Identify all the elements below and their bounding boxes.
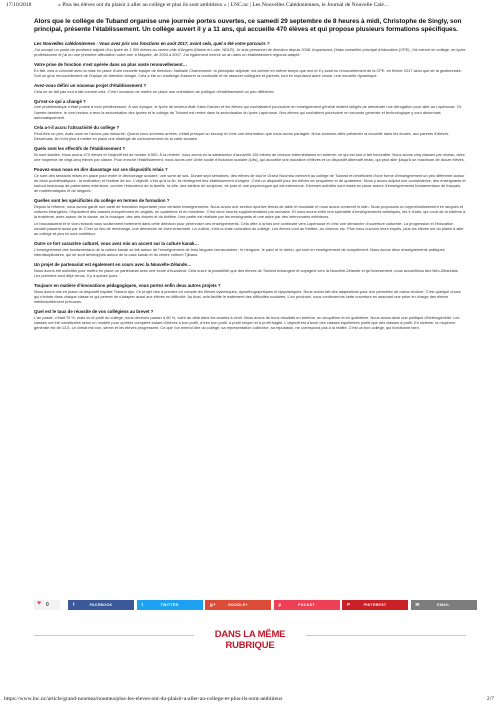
share-button-label: FACEBOOK <box>89 603 113 607</box>
share-google-button[interactable] <box>205 600 271 610</box>
google-icon: g+ <box>210 602 216 607</box>
interview-question: Pouvez-vous nous en dire davantage sur ces dispositifs relais ? <box>34 166 168 172</box>
divider <box>306 635 466 636</box>
related-section-heading <box>34 628 466 651</box>
answer-paragraph: L'enseignement des fondamentaux de la culture kanak se fait autour de l'enseignement de trois langues vernaculaires : le nengone, le paicî et le drehu, qui sont en enseignement de complément. Nous avons deux enseignements pratiques interdisciplinaires, qui se sont développés autour de la case kanak et du centre culturel Tjibaou. <box>34 247 445 258</box>
interview-answer <box>34 47 466 57</box>
related-section-title: DANS LA MÊME RUBRIQUE <box>214 629 286 651</box>
heart-icon: ♥ <box>37 600 42 607</box>
interview-question: Les Nouvelles calédoniennes : Vous avez pris vos fonctions en août 2017, avant cela, quel a été votre parcours ? <box>34 40 270 46</box>
answer-paragraph: Nous avons été sollicités pour mettre en place un partenariat avec une école d'Auckland. Cela ouvre la possibilité que des élèves de Tuband échangent et voyagent vers la Nouvelle-Zélande et qu'inversement, nous accueillions des Néo-Zélandais. Les premiers sont déjà venus. Il y a quinze jours. <box>34 268 459 279</box>
interview-answer <box>34 104 466 119</box>
share-twitter-button[interactable] <box>137 600 203 610</box>
answer-paragraph: Une problématique n'était posée à mon prédécesseur. À son époque, le lycée de secteur était Jules-Garnier et les élèves qui souhaitaient poursuivre en enseignement général étaient obligés de demander une dérogation pour aller au Lapérouse. Or, l'année dernière, le vice-recteur a revu la sectorisation des lycées et le collège de Tuband est rentré dans la sectorisation du lycée Lapérouse. Nos élèves qui souhaitent poursuivre en seconde générale et technologique y vont désormais automatiquement. <box>34 104 462 120</box>
interview-qa <box>34 41 466 331</box>
divider <box>34 635 194 636</box>
interview-answer <box>34 131 466 141</box>
interview-question: Outre ce fort caractère culturel, vous avez mis un accent sur la culture kanak… <box>34 241 199 247</box>
interview-answer <box>34 89 466 94</box>
pocket-icon: p <box>278 602 282 607</box>
answer-paragraph: Depuis la réforme, nous avons gardé une carte de formation importante pour certains enseignements. Nous avons une section sportive tennis de table et escalade et nous avons conservé le latin. Nous proposons un approfondissement en langues et cultures étrangères, l'équivalent des classes européennes en anglais, en quatrième et en troisième. C'est deux heures supplémentaires par semaine. Et nous avons enfin une spécialité d'enseignements artistiques, les 4 d'arts, qui court de la sixième à la troisième, axée autour de la danse, de la musique, des arts visuels et du théâtre. Une partie est réalisée par les enseignants et une autre par des intervenants extérieurs. <box>34 203 466 219</box>
article-lead: Alors que le collège de Tuband organise une journée portes ouvertes, ce samedi 29 septembre de 8 heures à midi, Christophe de Singly, son principal, présente l'établissement. Un collège auvert il y a 11 ans, qui accueille 470 élèves et qui propose plusieurs formations spécifiques. <box>34 18 462 34</box>
interview-question: Qu'est-ce qui a changé ? <box>34 98 86 104</box>
share-button-label: PINTEREST <box>363 603 387 607</box>
facebook-icon: f <box>73 602 75 607</box>
share-email-button[interactable] <box>411 600 477 610</box>
interview-question: Votre prise de fonction s'est opérée dans un plus vaste renouvellement… <box>34 61 187 67</box>
share-button-label: EMAIL <box>437 603 450 607</box>
page-title: « Plus les élèves ont du plaisir à aller au collège et plus ils sont ambitieux » | LNC.nc | Les Nouvelles Calédoniennes, le Journal de Nouvelle Calé… <box>58 2 390 8</box>
print-footer <box>4 696 494 702</box>
interview-answer <box>34 289 466 304</box>
share-count <box>34 600 60 610</box>
interview-question: Toujours en matière d'innovations pédagogiques, vous portez enfin deux autres projets ? <box>34 283 221 289</box>
interview-answer <box>34 247 466 257</box>
interview-question: Quelles sont les spécificités du collège en termes de formation ? <box>34 197 170 203</box>
twitter-icon: t <box>141 602 144 607</box>
interview-question: Quel est le taux de réussite de vos collégiens au brevet ? <box>34 309 154 315</box>
interview-question: Quels sont les effectifs de l'établissement ? <box>34 145 126 151</box>
interview-answer <box>34 268 466 278</box>
share-facebook-button[interactable] <box>68 600 134 610</box>
answer-paragraph: Nous avons mis en place un dispositif baptisé Tuband dys. Ce projet vise à prendre en compte les élèves dyslexiques, dysorthographiques et dyspraxiques. Nous avons fait des adaptations pour leur permettre de mieux évoluer. C'est quelque chose qui n'existe dans chaque classe et qui permet de s'adapter aussi aux élèves en difficulté. Au final, cela facilite le traitement des difficultés scolaires. L'an prochain, nous continuerons cette ouverture en assurant une prise en charge des élèves intellectuellement précoces. <box>34 289 461 305</box>
share-bar <box>34 597 466 613</box>
email-icon: ✉ <box>415 602 420 607</box>
interview-question: Cela a-t-il accru l'attractivité du collège ? <box>34 124 120 130</box>
share-pinterest-button[interactable] <box>342 600 408 610</box>
article-body <box>34 18 466 335</box>
answer-paragraph: Peut-être un peu, mais nous ne l'avons pas mesurée. Quand nous sommes arrivés, c'était presque un secoup et c'est une information que nous avons partagée. Nous sommes allés présenter la nouvelle dans les écoles, aux parents d'élèves. Désormais, ils n'ont plus à mettre en place une stratégie de contournement de la carte scolaire. <box>34 130 450 141</box>
interview-answer <box>34 68 466 78</box>
interview-answer <box>34 315 466 330</box>
interview-answer <box>34 152 466 162</box>
pinterest-icon: P <box>347 602 351 607</box>
interview-question: Avez-vous défini un nouveau projet d'établissement ? <box>34 82 147 88</box>
answer-paragraph: Ce sont des sessions mises en place pour éviter le décrochage scolaire, une sorte de sas. Durant sept semaines, des élèves de tout le Grand Nouméa viennent au collège de Tuband et bénéficient d'une forme d'enseignement un peu différente autour de deux problématiques : la motivation et l'estime de soi. L'objectif, c'est qu'à la fin, ils réintègrent leur établissement d'origine. C'est un dispositif pour les élèves de cinquième et de quatrième. Nous y avons adjoint une coordinatrice, des enseignants et surtout beaucoup de partenaires extérieurs, comme l'éducateur de la famille, la ville, des ateliers de sculpture, de judo et une psychologue qui est intervenue. Diverses activités sont mises en place autour d'enseignements fondamentaux de français, de mathématiques et de langues. <box>34 172 466 193</box>
page-number: 2/7 <box>486 696 494 702</box>
answer-paragraph: Cela ne se fait pas tout à fait comme cela. C'est l'occasion de mettre en place une orientation de politique d'établissement un peu différente. <box>34 88 275 94</box>
answer-paragraph: Ils sont stables. Nous avons 470 élèves et l'objectif est de monter à 500. À la rentrée, nous avons eu la satisfaction d'accueillir 128 élèves de niveaux intermédiaires en sixième, ce qui est tout à fait honorable. Nous avons cinq classes par niveau, avec une moyenne de vingt-cinq élèves par classe. Pour enrichir l'établissement, nous avons une Unité locale d'inclusion scolaire (Ulis), qui accueille une douzaine d'élèves et un dispositif alternatif relais, qui peut aller jusqu'à un maximum de douze élèves. <box>34 151 465 162</box>
answer-paragraph: J'ai occupé un poste de proviseur adjoint d'un lycée de 1 300 élèves au centre-ville d'Angers (Maine et Loire, NDLR). Je suis personnel de direction depuis 2008. Auparavant, j'étais conseiller principal d'éducation (CPE). J'ai exercé en collège, en lycée professionnel et j'ai eu une première affectation outre-mer à Mayotte, de 2003 à 2007. J'ai également exercé un an dans un établissement régional adapté. <box>34 46 466 57</box>
share-button-label: POCKET <box>298 603 315 607</box>
share-count-value: 0 <box>46 602 49 608</box>
answer-paragraph: Le baccalauréat et le vice-rectorat nous soutiennent fortement dans cette direction pour pérenniser ces enseignements. Cela offre à la fois une continuité vers Lapérouse et c'est une démarche d'ouverture culturelle. La progression et l'éducation sociale passent aussi par là. C'est un lieu de rééchange, une démarche de vivre-ensemble. La culture, c'est la vraie coloration du collège. Les élèves vont au théâtre, au cinéma, etc. Plus nous ouvrons leurs esprits, plus les élèves ont du plaisir à aller au collège et plus ils sont ambitieux. <box>34 220 464 237</box>
page-url: https://www.lnc.nc/article/grand-noumea/noumea/plus-les-eleves-ont-du-plaisir-a-aller-au-college-et-plus-ils-sont-ambitieux <box>4 696 283 702</box>
share-button-label: GOOGLE+ <box>228 603 248 607</box>
answer-paragraph: En fait, cela a coïncidé avec la mise en place d'une nouvelle équipe de direction. Nathalie Chambonnet, la principale adjointe, est arrivée en même temps que moi et il y avait eu renouvellement de la CPE, en février 2017 ainsi que de la gestionnaire. Soit un gros renouvellement de l'équipe de direction élargie. Cela a été un challenge d'assurer la continuité et de rassurer collègues et parents, tout en impulsant autre chose, une nouvelle dynamique. <box>34 67 463 78</box>
interview-answer <box>34 173 466 193</box>
interview-question: Un projet de partenariat est également en cours avec la Nouvelle-Zélande… <box>34 262 192 268</box>
answer-paragraph: L'an passé, c'était 75 %, mais vu le profil du collège, nous devrions passer à 80 %, voire au-delà dans les années à venir. Nous avons de bons résultats en sixième, en cinquième et en quatrième. Nous avons ainsi une politique d'hétérogénéité. Les classes ont été constituées selon un modèle pour qu'elles comptent autant d'élèves à bon profil, à très bon profil, à profil moyen et à profil fragile. L'objectif est d'avoir des classes équilibrées plutôt que des classes à profil. En sixième, la moyenne générale est de 13,5. Le climat est bon, serein et les élèves progressent. Ce que l'on entend dire du collège, sa représentation collective, sa réputation, ne correspond pas à la réalité. C'est un bon collège, qui fonctionne bien. <box>34 315 460 331</box>
print-date: 17/10/2018 <box>6 2 32 8</box>
interview-answer <box>34 204 466 237</box>
share-button-label: TWITTER <box>160 603 179 607</box>
share-pocket-button[interactable] <box>274 600 340 610</box>
